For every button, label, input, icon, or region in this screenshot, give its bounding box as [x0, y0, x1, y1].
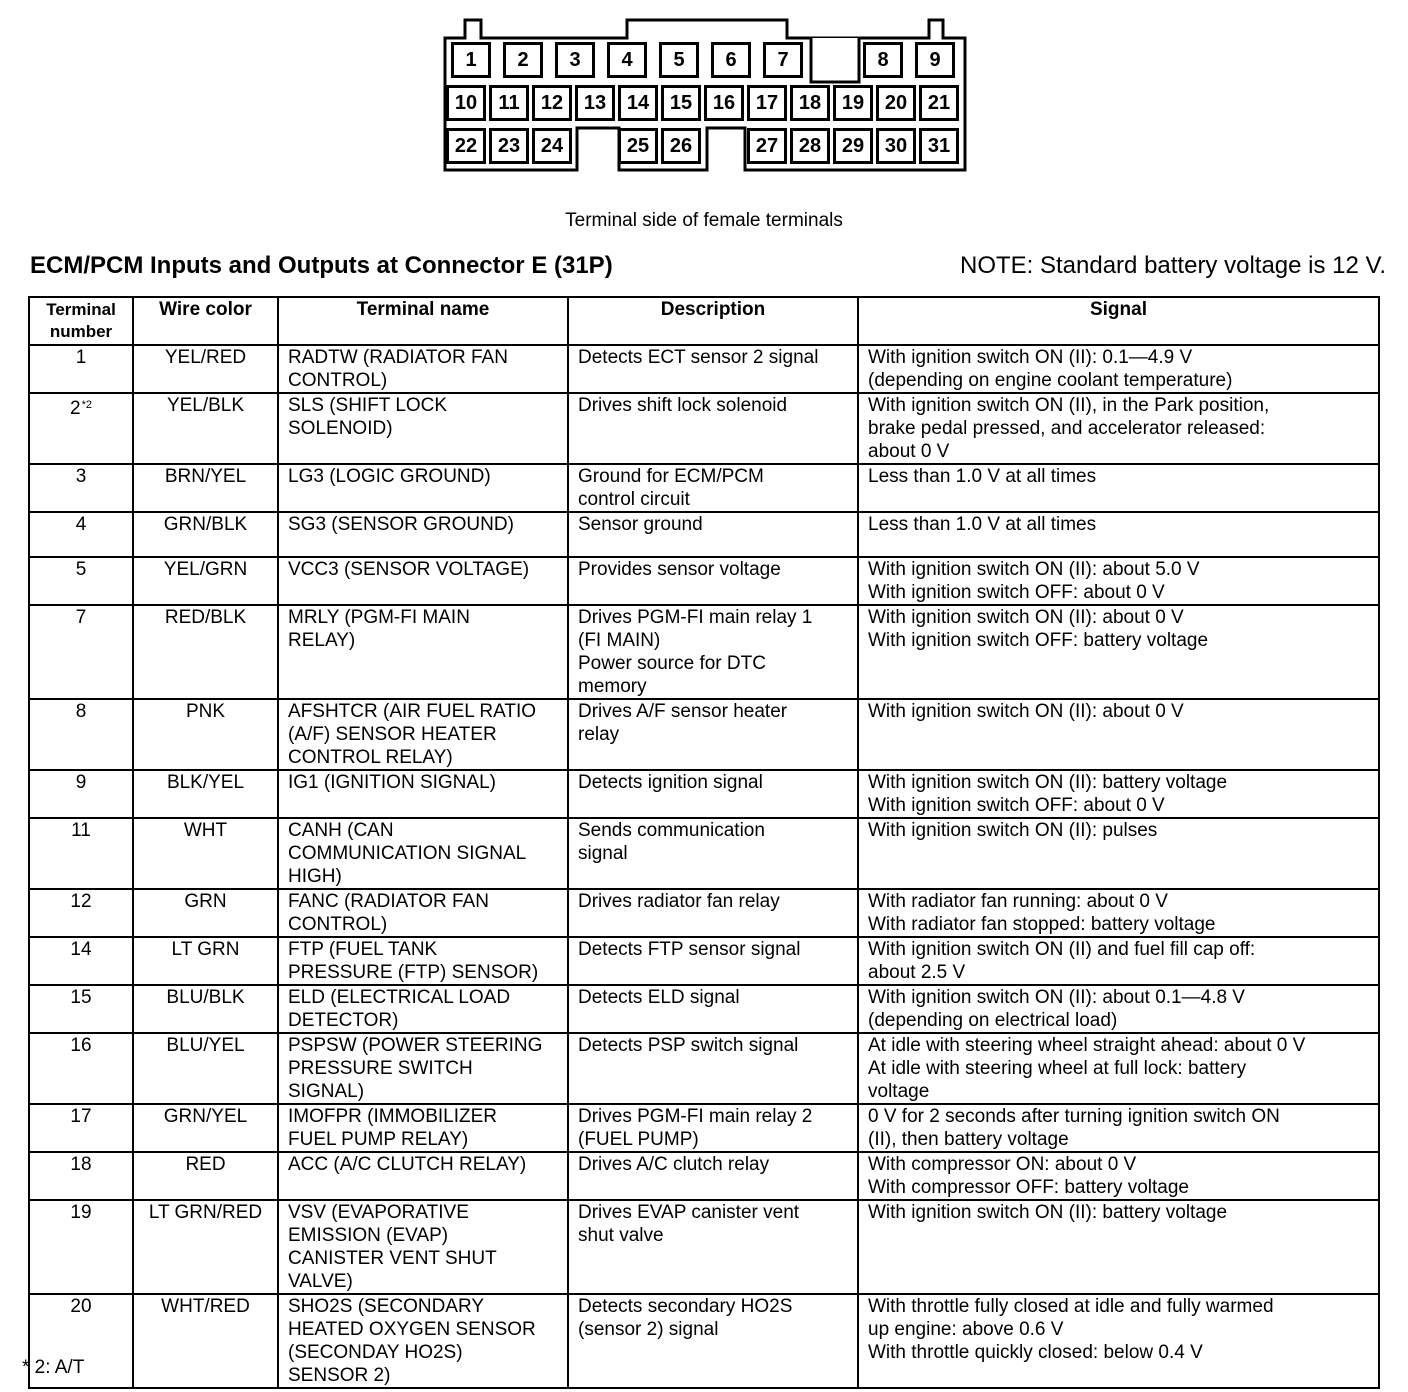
terminal-name: AFSHTCR (AIR FUEL RATIO (A/F) SENSOR HEATER CONTROL RELAY)	[278, 699, 568, 770]
terminal-number: 16	[29, 1033, 133, 1104]
terminal-name: SHO2S (SECONDARY HEATED OXYGEN SENSOR (SECONDAY HO2S) SENSOR 2)	[278, 1294, 568, 1388]
description: Detects PSP switch signal	[568, 1033, 858, 1104]
wire-color: GRN/BLK	[133, 512, 278, 557]
wire-color: YEL/RED	[133, 345, 278, 393]
wire-color: LT GRN/RED	[133, 1200, 278, 1294]
description: Detects FTP sensor signal	[568, 937, 858, 985]
connector-pin: 16	[704, 85, 744, 121]
wire-color: YEL/GRN	[133, 557, 278, 605]
connector-pin: 7	[763, 42, 803, 78]
connector-pin: 15	[661, 85, 701, 121]
table-row	[29, 345, 1379, 393]
connector-pin: 4	[607, 42, 647, 78]
signal: With ignition switch ON (II): 0.1—4.9 V (depending on engine coolant temperature)	[858, 345, 1379, 393]
table-row	[29, 464, 1379, 512]
connector-pin: 5	[659, 42, 699, 78]
signal: With ignition switch ON (II): about 0 V With ignition switch OFF: battery voltage	[858, 605, 1379, 699]
connector-pin: 23	[489, 128, 529, 164]
terminal-number: 2$^{*2}$	[29, 393, 133, 464]
header-wire-color: Wire color	[133, 297, 278, 345]
terminal-number: 8	[29, 699, 133, 770]
terminal-number: 17	[29, 1104, 133, 1152]
signal: With ignition switch ON (II): pulses	[858, 818, 1379, 889]
signal: With ignition switch ON (II), in the Park position, brake pedal pressed, and accelerator released: about 0 V	[858, 393, 1379, 464]
table-row	[29, 512, 1379, 557]
connector-pin: 21	[919, 85, 959, 121]
connector-pin: 1	[451, 42, 491, 78]
table-row	[29, 1104, 1379, 1152]
footnote: * 2: A/T	[22, 1357, 85, 1378]
table-row	[29, 557, 1379, 605]
connector-pin: 30	[876, 128, 916, 164]
terminal-number: 12	[29, 889, 133, 937]
wire-color: BLK/YEL	[133, 770, 278, 818]
connector-pin: 20	[876, 85, 916, 121]
connector-pin: 6	[711, 42, 751, 78]
terminal-number: 9	[29, 770, 133, 818]
connector-pin: 3	[555, 42, 595, 78]
voltage-note: NOTE: Standard battery voltage is 12 V.	[959, 252, 1386, 279]
description: Drives PGM-FI main relay 1 (FI MAIN) Power source for DTC memory	[568, 605, 858, 699]
connector-pin: 22	[446, 128, 486, 164]
description: Detects secondary HO2S (sensor 2) signal	[568, 1294, 858, 1388]
description: Detects ECT sensor 2 signal	[568, 345, 858, 393]
wire-color: BLU/YEL	[133, 1033, 278, 1104]
connector-pin: 29	[833, 128, 873, 164]
wire-color: WHT	[133, 818, 278, 889]
signal: With ignition switch ON (II): battery voltage	[858, 1200, 1379, 1294]
signal: With compressor ON: about 0 V With compressor OFF: battery voltage	[858, 1152, 1379, 1200]
connector-pin: 9	[915, 42, 955, 78]
description: Sends communication signal	[568, 818, 858, 889]
connector-pin: 28	[790, 128, 830, 164]
header-terminal-number: Terminal number	[29, 297, 133, 345]
description: Drives EVAP canister vent shut valve	[568, 1200, 858, 1294]
signal: Less than 1.0 V at all times	[858, 512, 1379, 557]
connector-pin: 18	[790, 85, 830, 121]
terminal-number: 15	[29, 985, 133, 1033]
table-row	[29, 1200, 1379, 1294]
connector-pin: 31	[919, 128, 959, 164]
table-row	[29, 1033, 1379, 1104]
table-row	[29, 985, 1379, 1033]
signal: With ignition switch ON (II): about 0 V	[858, 699, 1379, 770]
description: Detects ELD signal	[568, 985, 858, 1033]
terminal-number: 20	[29, 1294, 133, 1388]
table-row	[29, 818, 1379, 889]
page-title: ECM/PCM Inputs and Outputs at Connector E (31P)	[30, 252, 613, 279]
table-row	[29, 889, 1379, 937]
terminal-name: FTP (FUEL TANK PRESSURE (FTP) SENSOR)	[278, 937, 568, 985]
terminal-name: LG3 (LOGIC GROUND)	[278, 464, 568, 512]
header-description: Description	[568, 297, 858, 345]
connector-pin: 26	[661, 128, 701, 164]
table-row	[29, 605, 1379, 699]
terminal-name: ACC (A/C CLUTCH RELAY)	[278, 1152, 568, 1200]
wire-color: GRN	[133, 889, 278, 937]
connector-pin: 11	[489, 85, 529, 121]
connector-pin: 10	[446, 85, 486, 121]
signal: With ignition switch ON (II): about 5.0 V With ignition switch OFF: about 0 V	[858, 557, 1379, 605]
signal: With throttle fully closed at idle and fully warmed up engine: above 0.6 V With throttle quickly closed: below 0.4 V	[858, 1294, 1379, 1388]
connector-pin: 25	[618, 128, 658, 164]
terminal-number: 4	[29, 512, 133, 557]
terminal-number: 11	[29, 818, 133, 889]
table-row	[29, 393, 1379, 464]
description: Ground for ECM/PCM control circuit	[568, 464, 858, 512]
signal: With ignition switch ON (II): about 0.1—4.8 V (depending on electrical load)	[858, 985, 1379, 1033]
terminal-number: 5	[29, 557, 133, 605]
header-terminal-name: Terminal name	[278, 297, 568, 345]
terminal-name: VSV (EVAPORATIVE EMISSION (EVAP) CANISTER VENT SHUT VALVE)	[278, 1200, 568, 1294]
description: Drives A/C clutch relay	[568, 1152, 858, 1200]
signal: At idle with steering wheel straight ahead: about 0 V At idle with steering wheel at full lock: battery voltage	[858, 1033, 1379, 1104]
wire-color: WHT/RED	[133, 1294, 278, 1388]
terminal-name: IG1 (IGNITION SIGNAL)	[278, 770, 568, 818]
wire-color: RED	[133, 1152, 278, 1200]
description: Drives PGM-FI main relay 2 (FUEL PUMP)	[568, 1104, 858, 1152]
terminal-name: MRLY (PGM-FI MAIN RELAY)	[278, 605, 568, 699]
description: Detects ignition signal	[568, 770, 858, 818]
connector-pin: 19	[833, 85, 873, 121]
terminal-name: SLS (SHIFT LOCK SOLENOID)	[278, 393, 568, 464]
wire-color: BRN/YEL	[133, 464, 278, 512]
description: Drives radiator fan relay	[568, 889, 858, 937]
connector-pin: 8	[863, 42, 903, 78]
signal: With ignition switch ON (II): battery voltage With ignition switch OFF: about 0 V	[858, 770, 1379, 818]
description: Drives shift lock solenoid	[568, 393, 858, 464]
connector-diagram	[443, 18, 968, 174]
description: Provides sensor voltage	[568, 557, 858, 605]
io-table	[28, 296, 1380, 1389]
terminal-number: 18	[29, 1152, 133, 1200]
wire-color: RED/BLK	[133, 605, 278, 699]
wire-color: PNK	[133, 699, 278, 770]
description: Drives A/F sensor heater relay	[568, 699, 858, 770]
terminal-name: PSPSW (POWER STEERING PRESSURE SWITCH SIGNAL)	[278, 1033, 568, 1104]
signal: With ignition switch ON (II) and fuel fill cap off: about 2.5 V	[858, 937, 1379, 985]
terminal-number: 14	[29, 937, 133, 985]
connector-pin: 24	[532, 128, 572, 164]
connector-caption: Terminal side of female terminals	[565, 210, 843, 231]
terminal-name: ELD (ELECTRICAL LOAD DETECTOR)	[278, 985, 568, 1033]
terminal-name: SG3 (SENSOR GROUND)	[278, 512, 568, 557]
connector-pin: 27	[747, 128, 787, 164]
terminal-number: 3	[29, 464, 133, 512]
terminal-number: 19	[29, 1200, 133, 1294]
wire-color: BLU/BLK	[133, 985, 278, 1033]
description: Sensor ground	[568, 512, 858, 557]
table-row	[29, 1152, 1379, 1200]
header-signal: Signal	[858, 297, 1379, 345]
connector-pin: 12	[532, 85, 572, 121]
signal: With radiator fan running: about 0 V With radiator fan stopped: battery voltage	[858, 889, 1379, 937]
signal: 0 V for 2 seconds after turning ignition switch ON (II), then battery voltage	[858, 1104, 1379, 1152]
terminal-name: VCC3 (SENSOR VOLTAGE)	[278, 557, 568, 605]
connector-pin: 14	[618, 85, 658, 121]
terminal-number: 7	[29, 605, 133, 699]
wire-color: GRN/YEL	[133, 1104, 278, 1152]
terminal-name: RADTW (RADIATOR FAN CONTROL)	[278, 345, 568, 393]
wire-color: LT GRN	[133, 937, 278, 985]
table-row	[29, 1294, 1379, 1388]
connector-pin: 13	[575, 85, 615, 121]
terminal-name: IMOFPR (IMMOBILIZER FUEL PUMP RELAY)	[278, 1104, 568, 1152]
table-row	[29, 699, 1379, 770]
table-row	[29, 937, 1379, 985]
footnote-marker: *2	[81, 399, 92, 411]
table-row	[29, 770, 1379, 818]
connector-pin: 17	[747, 85, 787, 121]
terminal-number: 1	[29, 345, 133, 393]
table-header-row	[29, 297, 1379, 345]
connector-pin: 2	[503, 42, 543, 78]
terminal-name: CANH (CAN COMMUNICATION SIGNAL HIGH)	[278, 818, 568, 889]
wire-color: YEL/BLK	[133, 393, 278, 464]
signal: Less than 1.0 V at all times	[858, 464, 1379, 512]
terminal-name: FANC (RADIATOR FAN CONTROL)	[278, 889, 568, 937]
